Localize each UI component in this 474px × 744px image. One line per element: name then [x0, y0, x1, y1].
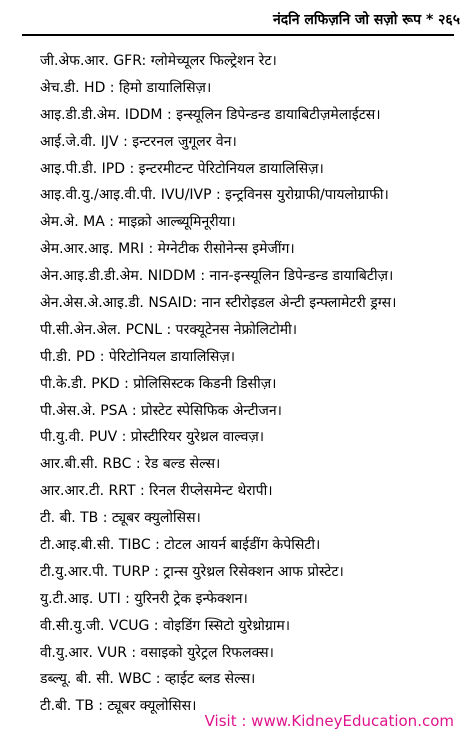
abbreviation-entry: टी. बी. TB : ट्यूबर क्युलोसिस। [40, 510, 201, 527]
abbreviation-entry: आर.बी.सी. RBC : रेड बल्ड सेल्स। [40, 456, 221, 473]
abbreviation-entry: पी.अेस.अे. PSA : प्रोस्टेट स्पेसिफिक अेन्टीजन। [40, 402, 282, 419]
abbreviation-entry: पी.सी.अेन.अेल. PCNL : परक्यूटेनस नेफ्रोलिटोमी। [40, 321, 298, 338]
abbreviation-entry: पी.यु.वी. PUV : प्रोस्टीरियर युरेथ्रल वाल्वज़। [40, 429, 265, 446]
abbreviation-entry: अेन.आइ.डी.डी.अेम. NIDDM : नान-इन्स्यूलिन डिपेन्डन्ड डायाबिटीज़। [40, 268, 394, 285]
website-link[interactable]: Visit : www.KidneyEducation.com [204, 712, 454, 730]
abbreviation-entry: अेन.अेस.अे.आइ.डी. NSAID: नान स्टीरोइडल अेन्टी इन्फ्लामेटरी ड्रग्स। [40, 295, 397, 312]
page-header [273, 10, 460, 29]
abbreviation-entry: आइ.वी.यु./आइ.वी.पी. IVU/IVP : इन्ट्रविनस युरोग्राफी/पायलोग्राफी। [40, 187, 389, 204]
header-separator: * [425, 12, 434, 28]
chapter-title: नंदनि लफिज़नि जो सज़ो रूप [272, 12, 422, 28]
abbreviation-entry: वी.सी.यु.जी. VCUG : वोइडिंग स्सिटो युरेथ्रोग्राम। [40, 617, 291, 634]
abbreviation-entry: यु.टी.आइ. UTI : युरिनरी ट्रेक इन्फेक्शन। [40, 590, 248, 607]
abbreviation-entry: आइ.पी.डी. IPD : इन्टरमीटन्ट पेरिटोनियल डायालिसिज़। [40, 160, 324, 177]
abbreviation-entry: टी.आइ.बी.सी. TIBC : टोटल आयर्न बाईडींग केपेसिटी। [40, 537, 321, 554]
abbreviation-entry: जी.अेफ.आर. GFR: ग्लोमेच्यूलर फिल्ट्रेशन रेट। [40, 53, 277, 69]
abbreviation-entry: आर.आर.टी. RRT : रिनल रीप्लेसमेन्ट थेरापी। [40, 483, 273, 500]
abbreviation-list [40, 48, 464, 720]
abbreviation-entry: अेच.डी. HD : हिमो डायालिसिज़। [40, 79, 212, 96]
page-number: २६५ [438, 12, 460, 28]
abbreviation-entry: पी.डी. PD : पेरिटोनियल डायालिसिज़। [40, 348, 236, 365]
abbreviation-entry: अेम.अे. MA : माइक्रो आल्ब्यूमिनूरीया। [40, 214, 236, 231]
abbreviation-entry: अेम.आर.आइ. MRI : मेग्नेटीक रीसोनेन्स इमेजींग। [40, 241, 295, 258]
abbreviation-entry: टी.यु.आर.पी. TURP : ट्रान्स युरेथ्रल रिसेक्शन आफ प्रोस्टेट। [40, 563, 344, 580]
header-rule [22, 34, 454, 36]
abbreviation-entry: डब्ल्यू. बी. सी. WBC : व्हाईट ब्लड सेल्स। [40, 671, 256, 688]
abbreviation-entry: वी.यु.आर. VUR : वसाइको युरेट्रल रिफलक्स। [40, 644, 274, 661]
abbreviation-entry: टी.बी. TB : ट्यूबर क्यूलोसिस। [40, 698, 197, 715]
abbreviation-entry: पी.के.डी. PKD : प्रोलिसिस्टक किडनी डिसीज़। [40, 375, 277, 392]
abbreviation-entry: आइ.डी.डी.अेम. IDDM : इन्स्यूलिन डिपेन्डन्ड डायाबिटीज़मेलाईटस। [40, 106, 381, 123]
abbreviation-entry: आई.जे.वी. IJV : इन्टरनल जुगूलर वेन। [40, 133, 237, 150]
